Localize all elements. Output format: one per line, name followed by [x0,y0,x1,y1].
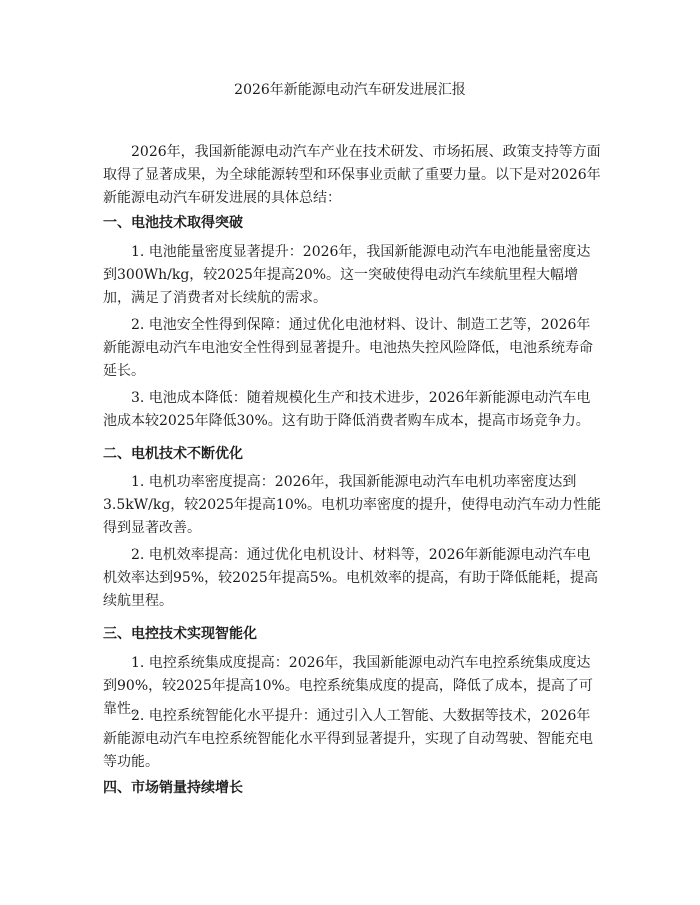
battery-paragraph-1: 1. 电池能量密度显著提升：2026年，我国新能源电动汽车电池能量密度达到300Wh/kg，较2025年提高20%。这一突破使得电动汽车续航里程大幅增加，满足了消费者对长续航的需求。 [103,244,591,306]
document-title: 2026年新能源电动汽车研发进展汇报 [234,82,466,98]
section-heading-battery: 一、电池技术取得突破 [103,215,243,231]
section-heading-control: 三、电控技术实现智能化 [103,626,257,642]
battery-paragraph-2: 2. 电池安全性得到保障：通过优化电池材料、设计、制造工艺等，2026年新能源电动汽车电池安全性得到显著提升。电池热失控风险降低，电池系统寿命延长。 [103,317,593,379]
motor-paragraph-1: 1. 电机功率密度提高：2026年，我国新能源电动汽车电机功率密度达到3.5kW/kg，较2025年提高10%。电机功率密度的提升，使得电动汽车动力性能得到显著改善。 [103,474,602,536]
section-heading-market: 四、市场销量持续增长 [103,780,243,796]
control-paragraph-2: 2. 电控系统智能化水平提升：通过引入人工智能、大数据等技术，2026年新能源电动汽车电控系统智能化水平得到显著提升，实现了自动驾驶、智能充电等功能。 [103,708,593,770]
motor-paragraph-2: 2. 电机效率提高：通过优化电机设计、材料等，2026年新能源电动汽车电机效率达到95%，较2025年提高5%。电机效率的提高，有助于降低能耗，提高续航里程。 [103,547,598,609]
battery-paragraph-3: 3. 电池成本降低：随着规模化生产和技术进步，2026年新能源电动汽车电池成本较2025年降低30%。这有助于降低消费者购车成本，提高市场竞争力。 [103,390,591,429]
control-paragraph-1: 1. 电控系统集成度提高：2026年，我国新能源电动汽车电控系统集成度达到90%，较2025年提高10%。电控系统集成度的提高，降低了成本，提高了可靠性。 [103,655,593,717]
intro-paragraph: 2026年，我国新能源电动汽车产业在技术研发、市场拓展、政策支持等方面取得了显著成果，为全球能源转型和环保事业贡献了重要力量。以下是对2026年新能源电动汽车研发进展的具体总结： [103,144,601,206]
section-heading-motor: 二、电机技术不断优化 [103,446,243,462]
